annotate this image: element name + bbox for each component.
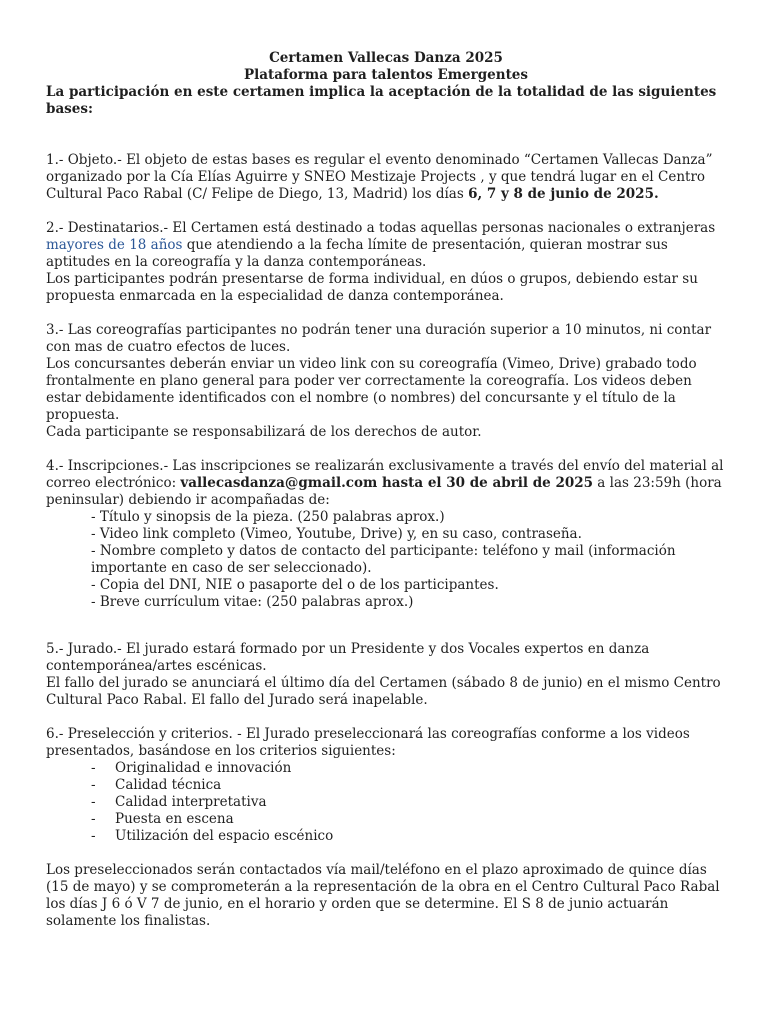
list-item: - Calidad interpretativa xyxy=(91,794,267,810)
coreografias-paragraph-2: Los concursantes deberán enviar un video link con su coreografía (Vimeo, Drive) grabado todo frontalmente en plano general para poder ver correctamente la coreografía. Los videos deben estar debidamente identificados con el nombre (o nombres) del concursante y el título de la propuesta. xyxy=(46,356,697,423)
intro-statement: La participación en este certamen implica la aceptación de la totalidad de las siguientes bases: xyxy=(46,84,717,117)
inscripciones-text-cont: a las 23:59h (hora peninsular) debiendo ir acompañadas de: xyxy=(46,475,722,508)
section-preseleccion xyxy=(46,726,726,845)
age-requirement-link[interactable]: mayores de 18 años xyxy=(46,237,183,253)
coreografias-paragraph-1: 3.- Las coreografías participantes no podrán tener una duración superior a 10 minutos, ni contar con mas de cuatro efectos de luces. xyxy=(46,322,712,355)
section-coreografias xyxy=(46,322,726,441)
section-destinatarios xyxy=(46,220,726,305)
inscripciones-text: 4.- Inscripciones.- Las inscripciones se realizarán exclusivamente a través del envío del material al correo electrónico: xyxy=(46,458,724,491)
list-item: - Título y sinopsis de la pieza. (250 palabras aprox.) xyxy=(91,509,445,525)
coreografias-paragraph-3: Cada participante se responsabilizará de los derechos de autor. xyxy=(46,424,482,440)
required-materials-list xyxy=(46,509,726,611)
list-item: - Puesta en escena xyxy=(91,811,234,827)
destinatarios-paragraph-2: Los participantes podrán presentarse de forma individual, en dúos o grupos, debiendo estar su propuesta enmarcada en la especialidad de danza contemporánea. xyxy=(46,271,698,304)
jurado-paragraph-1: 5.- Jurado.- El jurado estará formado por un Presidente y dos Vocales expertos en danza contemporánea/artes escénicas. xyxy=(46,641,650,674)
criteria-list xyxy=(46,760,726,845)
list-item: - Breve currículum vitae: (250 palabras aprox.) xyxy=(91,594,414,610)
document-title: Certamen Vallecas Danza 2025 xyxy=(269,50,503,66)
list-item: - Utilización del espacio escénico xyxy=(91,828,334,844)
destinatarios-text-cont: que atendiendo a la fecha límite de presentación, quieran mostrar sus aptitudes en la coreografía y la danza contemporáneas. xyxy=(46,237,668,270)
section-preseleccionados xyxy=(46,862,726,930)
jurado-paragraph-2: El fallo del jurado se anunciará el último día del Certamen (sábado 8 de junio) en el mismo Centro Cultural Paco Rabal. El fallo del Jurado será inapelable. xyxy=(46,675,721,708)
section-jurado xyxy=(46,641,726,709)
list-item: - Video link completo (Vimeo, Youtube, Drive) y, en su caso, contraseña. xyxy=(91,526,582,542)
list-item: - Originalidad e innovación xyxy=(91,760,292,776)
document-page xyxy=(46,50,726,930)
destinatarios-text: 2.- Destinatarios.- El Certamen está destinado a todas aquellas personas nacionales o extranjeras xyxy=(46,220,716,236)
document-subtitle: Plataforma para talentos Emergentes xyxy=(243,67,528,83)
event-dates: 6, 7 y 8 de junio de 2025. xyxy=(468,186,659,202)
list-item: - Calidad técnica xyxy=(91,777,222,793)
preseleccionados-paragraph: Los preseleccionados serán contactados vía mail/teléfono en el plazo aproximado de quince días (15 de mayo) y se comprometerán a la representación de la obra en el Centro Cultural Paco Rabal los días J 6 ó V 7 de junio, en el horario y orden que se determine. El S 8 de junio actuarán solamente los finalistas. xyxy=(46,862,720,929)
section-inscripciones xyxy=(46,458,726,611)
list-item: - Copia del DNI, NIE o pasaporte del o de los participantes. xyxy=(91,577,499,593)
preseleccion-paragraph: 6.- Preselección y criterios. - El Jurado preseleccionará las coreografías conforme a los videos presentados, basándose en los criterios siguientes: xyxy=(46,726,690,759)
objeto-text: 1.- Objeto.- El objeto de estas bases es regular el evento denominado “Certamen Vallecas Danza” organizado por la Cía Elías Aguirre y SNEO Mestizaje Projects , y que tendrá lugar en el Centro Cultural Paco Rabal (C/ Felipe de Diego, 13, Madrid) los días xyxy=(46,152,713,202)
section-objeto xyxy=(46,152,726,203)
contact-email-deadline: vallecasdanza@gmail.com hasta el 30 de abril de 2025 xyxy=(180,475,594,491)
list-item: - Nombre completo y datos de contacto del participante: teléfono y mail (información importante en caso de ser seleccionado). xyxy=(91,543,676,576)
